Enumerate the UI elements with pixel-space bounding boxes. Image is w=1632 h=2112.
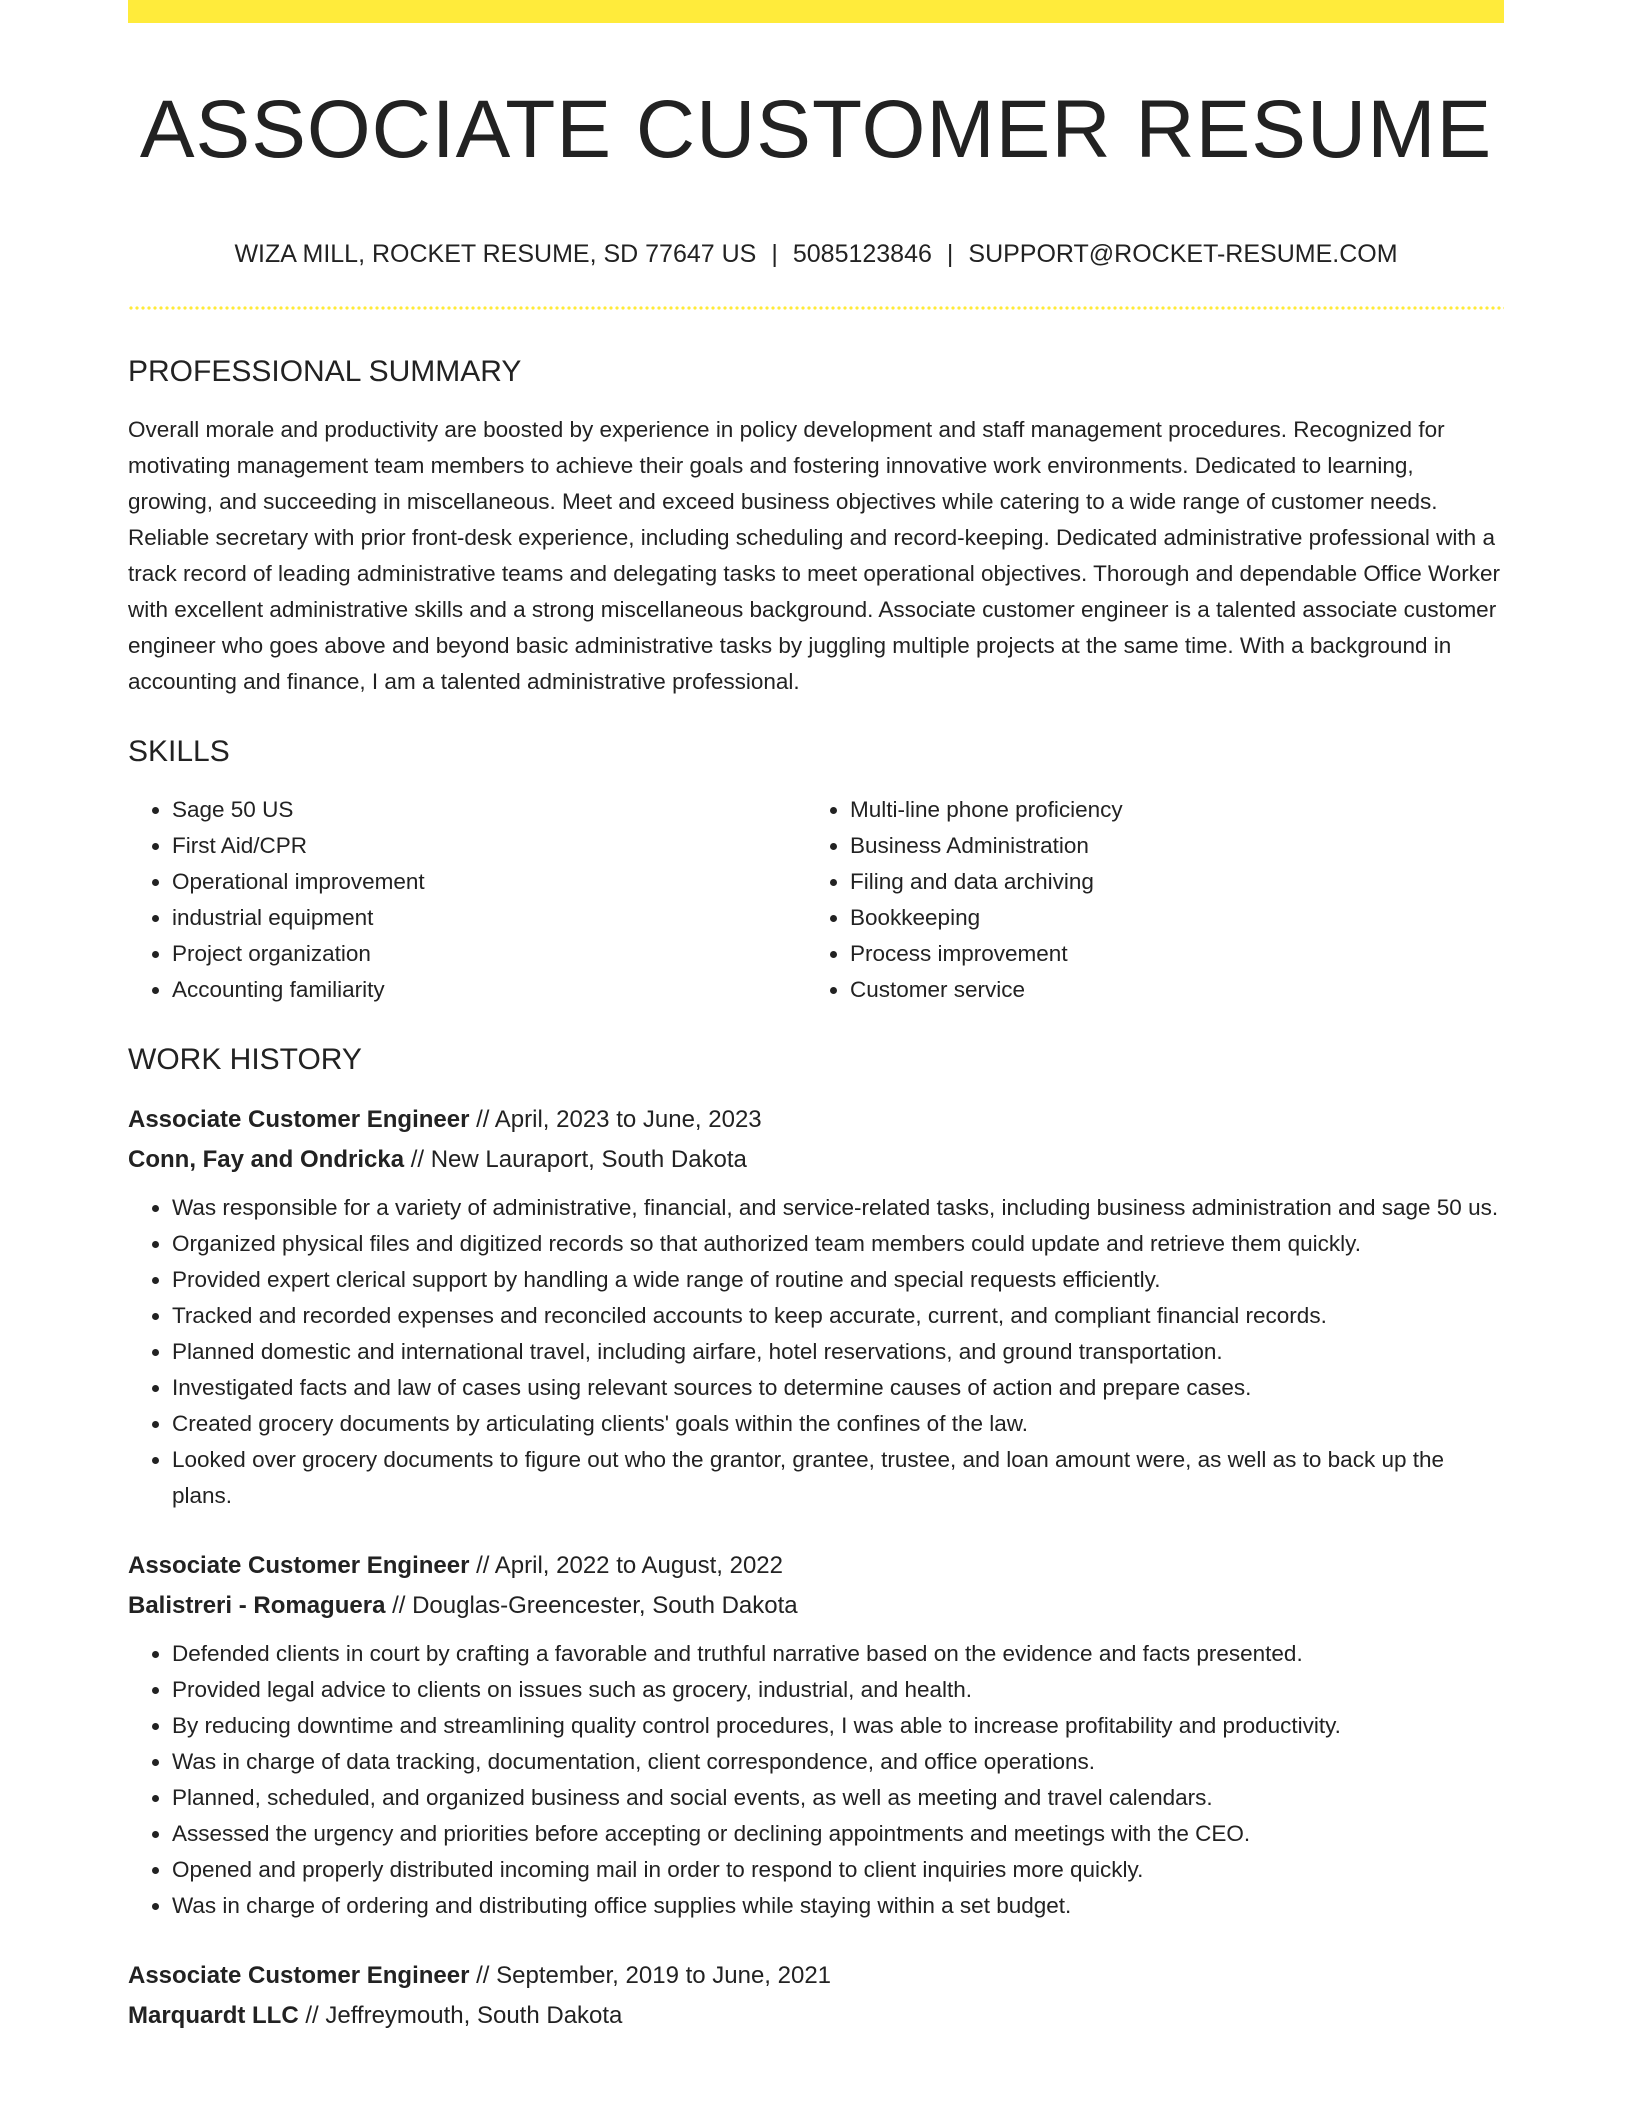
accent-bar (128, 0, 1504, 23)
job-bullet: • Created grocery documents by articulating clients' goals within the confines of the law. (172, 1406, 1504, 1442)
job-title: Associate Customer Engineer (128, 1552, 470, 1579)
job-bullet: • Tracked and recorded expenses and reconciled accounts to keep accurate, current, and compliant financial records. (172, 1298, 1504, 1334)
skill-item: • Multi-line phone proficiency (850, 792, 1484, 828)
job-dates: // April, 2023 to June, 2023 (469, 1106, 762, 1133)
dotted-divider (128, 306, 1504, 310)
job-bullet: • Was responsible for a variety of administrative, financial, and service-related tasks, including business administration and sage 50 us. (172, 1190, 1504, 1226)
skill-item: • First Aid/CPR (172, 828, 806, 864)
job-dates: // September, 2019 to June, 2021 (469, 1962, 832, 1989)
job-company: Marquardt LLC (128, 2002, 299, 2029)
summary-heading: PROFESSIONAL SUMMARY (128, 355, 522, 388)
work-history-section (128, 1040, 1504, 2036)
job-title-line (128, 1100, 1504, 1140)
contact-email: SUPPORT@ROCKET-RESUME.COM (968, 240, 1398, 268)
skill-item: • Project organization (172, 936, 806, 972)
skill-item: • Customer service (850, 972, 1484, 1008)
contact-separator: | (771, 240, 778, 268)
contact-phone: 5085123846 (792, 240, 932, 268)
job-entry (128, 1956, 1504, 2036)
summary-section (128, 352, 1504, 700)
job-bullet: • Looked over grocery documents to figure out who the grantor, grantee, trustee, and loan amount were, as well as to back up the plans. (172, 1442, 1504, 1514)
job-bullet: • Opened and properly distributed incoming mail in order to respond to client inquiries more quickly. (172, 1852, 1504, 1888)
skill-item: • Accounting familiarity (172, 972, 806, 1008)
job-bullet: • Provided legal advice to clients on issues such as grocery, industrial, and health. (172, 1672, 1504, 1708)
skill-item: • Bookkeeping (850, 900, 1484, 936)
job-bullet: • Defended clients in court by crafting a favorable and truthful narrative based on the evidence and facts presented. (172, 1636, 1504, 1672)
job-company-line (128, 1586, 1504, 1626)
job-bullets (128, 1190, 1504, 1514)
contact-separator: | (946, 240, 954, 268)
contact-address: WIZA MILL, ROCKET RESUME, SD 77647 US (234, 240, 757, 268)
resume-content (128, 352, 1504, 2068)
skill-item: • Filing and data archiving (850, 864, 1484, 900)
job-bullet: • Organized physical files and digitized records so that authorized team members could update and retrieve them quickly. (172, 1226, 1504, 1262)
skill-item: • Operational improvement (172, 864, 806, 900)
job-location: // Douglas-Greencester, South Dakota (385, 1592, 798, 1619)
job-bullet: • Assessed the urgency and priorities before accepting or declining appointments and meetings with the CEO. (172, 1816, 1504, 1852)
job-title: Associate Customer Engineer (128, 1106, 470, 1133)
job-company-line (128, 1996, 1504, 2036)
skill-item: • Process improvement (850, 936, 1484, 972)
skill-item: • Business Administration (850, 828, 1484, 864)
skills-column-left (128, 792, 806, 1008)
job-company: Balistreri - Romaguera (128, 1592, 386, 1619)
skills-heading: SKILLS (128, 735, 230, 768)
job-bullets (128, 1636, 1504, 1924)
job-bullet: • Was in charge of data tracking, documentation, client correspondence, and office operations. (172, 1744, 1504, 1780)
summary-text: Overall morale and productivity are boosted by experience in policy development and staff management procedures. Recognized for motivating management team members to achieve their goals and fostering innovative work environments. Dedicated to learning, growing, and succeeding in miscellaneous. Meet and exceed business objectives while catering to a wide range of customer needs. Reliable secretary with prior front-desk experience, including scheduling and record-keeping. Dedicated administrative professional with a track record of leading administrative teams and delegating tasks to meet operational objectives. Thorough and dependable Office Worker with excellent administrative skills and a strong miscellaneous background. Associate customer engineer is a talented associate customer engineer who goes above and beyond basic administrative tasks by juggling multiple projects at the same time. With a background in accounting and finance, I am a talented administrative professional. (128, 417, 1501, 694)
resume-title: ASSOCIATE CUSTOMER RESUME (139, 84, 1493, 175)
job-title: Associate Customer Engineer (128, 1962, 470, 1989)
contact-line (128, 236, 1504, 272)
skill-item: • Sage 50 US (172, 792, 806, 828)
job-company-line (128, 1140, 1504, 1180)
job-company: Conn, Fay and Ondricka (128, 1146, 405, 1173)
job-bullet: • Provided expert clerical support by handling a wide range of routine and special requests efficiently. (172, 1262, 1504, 1298)
skills-section (128, 732, 1504, 1008)
work-history-heading: WORK HISTORY (128, 1043, 362, 1076)
job-bullet: • Planned, scheduled, and organized business and social events, as well as meeting and travel calendars. (172, 1780, 1504, 1816)
job-title-line (128, 1546, 1504, 1586)
job-location: // New Lauraport, South Dakota (404, 1146, 747, 1173)
job-bullet: • Was in charge of ordering and distributing office supplies while staying within a set budget. (172, 1888, 1504, 1924)
job-bullet: • Planned domestic and international travel, including airfare, hotel reservations, and ground transportation. (172, 1334, 1504, 1370)
job-location: // Jeffreymouth, South Dakota (298, 2002, 623, 2029)
job-entry (128, 1100, 1504, 1514)
skills-grid (128, 792, 1504, 1008)
job-dates: // April, 2022 to August, 2022 (469, 1552, 783, 1579)
skill-item: • industrial equipment (172, 900, 806, 936)
job-bullet: • Investigated facts and law of cases using relevant sources to determine causes of action and prepare cases. (172, 1370, 1504, 1406)
job-entry (128, 1546, 1504, 1924)
skills-column-right (806, 792, 1484, 1008)
job-bullet: • By reducing downtime and streamlining quality control procedures, I was able to increase profitability and productivity. (172, 1708, 1504, 1744)
job-title-line (128, 1956, 1504, 1996)
